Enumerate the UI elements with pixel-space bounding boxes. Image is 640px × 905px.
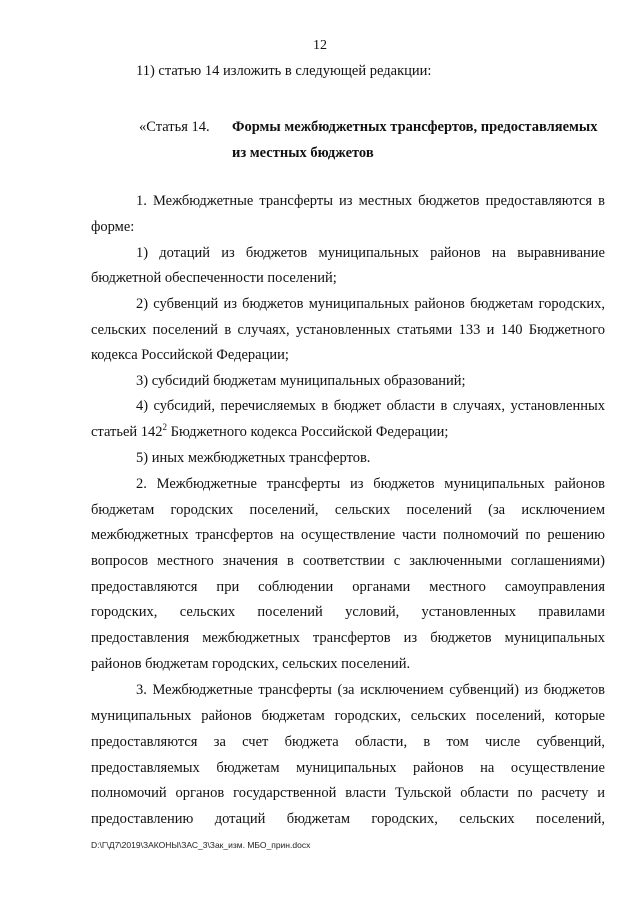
text-line: кодекса Российской Федерации; (91, 347, 289, 363)
intro-line: 11) статью 14 изложить в следующей редакции: (136, 63, 432, 79)
text-line: 2) субвенций из бюджетов муниципальных районов бюджетам городских, (136, 296, 605, 312)
text-line: 4) субсидий, перечисляемых в бюджет области в случаях, установленных (136, 398, 605, 414)
text-line: 1. Межбюджетные трансферты из местных бюджетов предоставляются в (136, 193, 605, 209)
text-fragment: статьей 142 (91, 424, 163, 440)
text-fragment: Бюджетного кодекса Российской Федерации; (167, 424, 449, 440)
superscript: 2 (162, 422, 168, 433)
file-path-footer: D:\Г\Д7\2019\ЗАКОНЫ\ЗАС_3\Зак_изм. МБО_прин.docx (91, 840, 311, 850)
text-line: предоставляемых бюджетам муниципальных районов на осуществление (91, 760, 605, 776)
text-line: бюджетной обеспеченности поселений; (91, 270, 337, 286)
article-title-line-2: из местных бюджетов (232, 145, 374, 161)
text-line: бюджетам городских поселений, сельских поселений (за исключением (91, 502, 605, 518)
text-line: предоставления межбюджетных трансфертов из бюджетов муниципальных (91, 630, 605, 646)
text-line: предоставлению дотаций бюджетам городских, сельских поселений, (91, 811, 605, 827)
page-number: 12 (313, 38, 327, 53)
text-line-with-superscript (91, 424, 448, 441)
article-label: «Статья 14. (139, 119, 210, 135)
text-line: 5) иных межбюджетных трансфертов. (136, 450, 371, 466)
text-line: городских, сельских поселений условий, установленных правилами (91, 604, 605, 620)
text-line: районов бюджетам городских, сельских поселений. (91, 656, 411, 672)
text-line: сельских поселений в случаях, установленных статьями 133 и 140 Бюджетного (91, 322, 605, 338)
article-title-line-1: Формы межбюджетных трансфертов, предоставляемых (232, 119, 598, 135)
text-line: форме: (91, 219, 135, 235)
text-line: предоставляются за счет бюджета области, в том числе субвенций, (91, 734, 605, 750)
text-line: 1) дотаций из бюджетов муниципальных районов на выравнивание (136, 245, 605, 261)
text-line: 2. Межбюджетные трансферты из бюджетов муниципальных районов (136, 476, 605, 492)
text-line: межбюджетных трансфертов на осуществление части полномочий по решению (91, 527, 605, 543)
text-line: 3. Межбюджетные трансферты (за исключением субвенций) из бюджетов (136, 682, 605, 698)
text-line: предоставляются при соблюдении органами местного самоуправления (91, 579, 605, 595)
text-line: полномочий органов государственной власти Тульской области по расчету и (91, 785, 605, 801)
text-line: муниципальных районов бюджетам городских, сельских поселений, которые (91, 708, 605, 724)
text-line: 3) субсидий бюджетам муниципальных образований; (136, 373, 466, 389)
text-line: вопросов местного значения в соответствии с заключенными соглашениями) (91, 553, 605, 569)
